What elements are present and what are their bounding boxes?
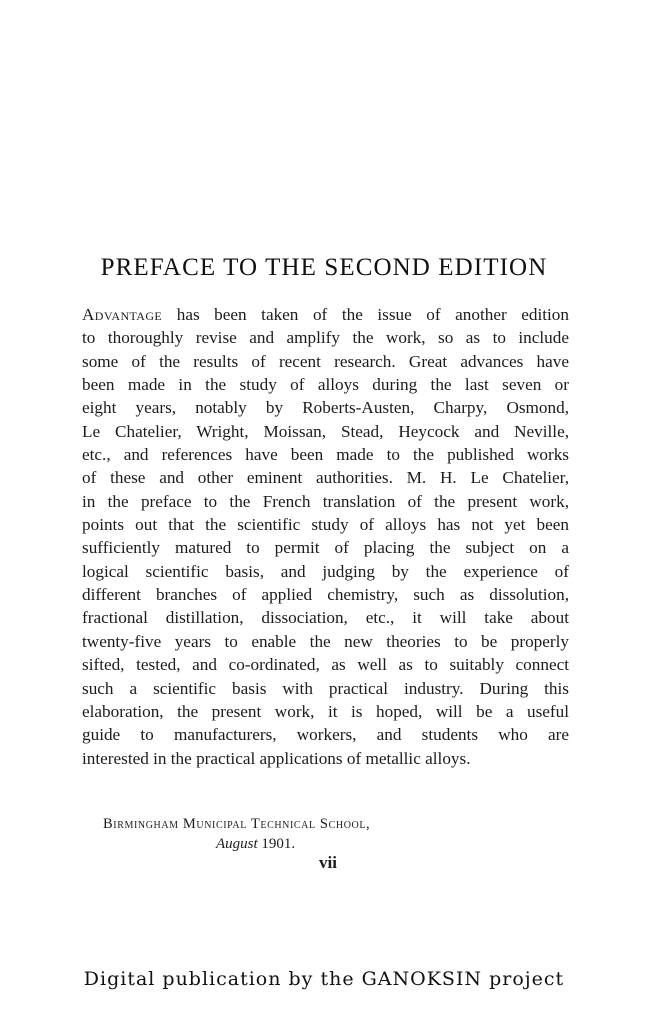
text-line: logical scientific basis, and judging by the experience of: [82, 561, 569, 581]
signature-date: [216, 836, 295, 853]
text-line: elaboration, the present work, it is hoped, will be a useful: [82, 701, 569, 721]
text-line: fractional distillation, dissociation, etc., it will take about: [82, 608, 569, 628]
text-line: in the preface to the French translation of the present work,: [82, 491, 569, 511]
signature-year: 1901.: [257, 836, 296, 852]
text-line: guide to manufacturers, workers, and students who are: [82, 725, 569, 745]
signature-institution: Birmingham Municipal Technical School,: [103, 816, 371, 832]
text-line: such a scientific basis with practical industry. During this: [82, 678, 569, 698]
page-number: vii: [319, 853, 337, 872]
text-line: etc., and references have been made to the published works: [82, 445, 569, 465]
text-line: Le Chatelier, Wright, Moissan, Stead, Heycock and Neville,: [82, 421, 569, 441]
text-line: been made in the study of alloys during the last seven or: [82, 375, 569, 395]
text-line: interested in the practical applications of metallic alloys.: [82, 748, 471, 768]
footer-credit: Digital publication by the GANOKSIN project: [83, 968, 565, 990]
text-line: eight years, notably by Roberts-Austen, Charpy, Osmond,: [82, 398, 569, 418]
text-line: of these and other eminent authorities. M. H. Le Chatelier,: [82, 468, 569, 488]
text-line: sifted, tested, and co-ordinated, as well as to suitably connect: [82, 655, 569, 675]
text-line: Advantage has been taken of the issue of another edition: [82, 305, 569, 324]
text-line: twenty-five years to enable the new theories to be properly: [82, 631, 569, 651]
drop-word: Advantage: [82, 305, 163, 324]
text-line: sufficiently matured to permit of placing the subject on a: [82, 538, 569, 558]
signature-month: August: [216, 836, 258, 852]
text-line: different branches of applied chemistry, such as dissolution,: [82, 585, 569, 605]
text-line: points out that the scientific study of alloys has not yet been: [82, 515, 569, 535]
text-line: to thoroughly revise and amplify the work, so as to include: [82, 328, 569, 348]
preface-paragraph: [82, 303, 569, 770]
page-title: PREFACE TO THE SECOND EDITION: [100, 254, 548, 281]
text-line: some of the results of recent research. Great advances have: [82, 351, 569, 371]
